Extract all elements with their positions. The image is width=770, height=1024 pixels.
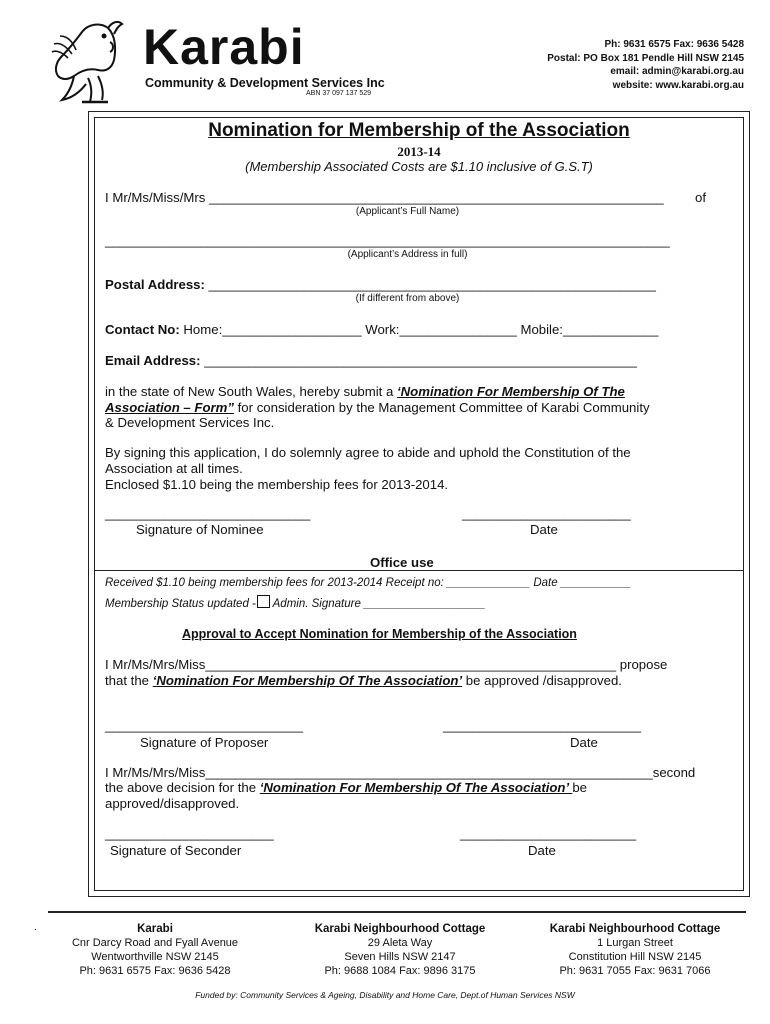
footer-location-constitution-hill [530,922,740,978]
brand-subtitle: Community & Development Services Inc [145,76,385,90]
abn-number: ABN 37 097 137 529 [306,90,371,97]
second-form-name: ‘Nomination For Membership Of The Association’ [259,780,573,795]
second-text-a: the above decision for the [105,780,260,795]
footer-location-title: Karabi Neighbourhood Cottage [549,923,721,935]
signature-seconder-label: Signature of Seconder [110,843,242,858]
postal-address: Postal: PO Box 181 Pendle Hill NSW 2145 [547,52,744,64]
applicant-address-label: (Applicant’s Address in full) [347,249,468,260]
applicant-name-field[interactable]: I Mr/Ms/Miss/Mrs ______________________________________________________________ [105,190,664,205]
office-use-heading: Office use [370,555,434,570]
received-line[interactable]: Received $1.10 being membership fees for 2013-2014 Receipt no: _____________ Date ___________ [105,577,632,589]
agreement-paragraph [105,445,631,493]
propose-form-name: ‘Nomination For Membership Of The Association’ [152,673,463,688]
footer-location-line: Ph: 9688 1084 Fax: 9896 3175 [324,965,476,977]
signature-proposer-label: Signature of Proposer [140,735,269,750]
footer-location-line: 29 Aleta Way [367,937,433,949]
phone-fax: Ph: 9631 6575 Fax: 9636 5428 [604,39,744,50]
submit-text-3: & Development Services Inc. [105,415,275,430]
footer-location-line: Ph: 9631 7055 Fax: 9631 7066 [559,965,711,977]
costs-note: (Membership Associated Costs are $1.10 inclusive of G.S.T) [245,159,593,174]
seconder-line[interactable]: I Mr/Ms/Mrs/Miss_____________________________________________________________second [105,765,696,780]
postal-address-row[interactable] [105,277,656,292]
footer-location-line: Wentworthville NSW 2145 [91,951,219,963]
membership-status-checkbox[interactable] [257,595,270,608]
nominee-date-line[interactable]: _______________________ [462,506,631,521]
agree-line-3: Enclosed $1.10 being the membership fees for 2013-2014. [105,477,449,492]
proposer-signature-line[interactable]: ___________________________ [105,718,304,733]
contact-no-label: Contact No: [105,322,180,337]
header-contact [547,38,744,92]
footer-location-line: Cnr Darcy Road and Fyall Avenue [71,937,239,949]
postal-note: (If different from above) [355,293,460,304]
submission-paragraph [105,384,650,431]
second-sentence [105,780,587,795]
membership-status-row [105,595,486,610]
propose-text-b: be approved /disapproved. [462,673,622,688]
applicant-name-label: (Applicant’s Full Name) [355,206,460,217]
footer-dot: . [34,922,37,933]
admin-signature[interactable]: Admin. Signature ___________________ [269,598,486,610]
propose-text-a: that the [105,673,153,688]
footer-location-wentworthville [60,922,250,978]
brand-name: Karabi [143,19,305,75]
footer-location-line: 1 Lurgan Street [597,937,673,949]
seconder-date-label: Date [528,843,556,858]
seconder-date-line[interactable]: ________________________ [460,826,637,841]
nominee-date-label: Date [530,522,558,537]
propose-sentence [105,673,622,688]
postal-address-field[interactable]: _____________________________________________________________ [208,277,656,292]
nominee-signature-line[interactable]: ____________________________ [105,506,311,521]
footer-location-title: Karabi [137,923,173,935]
submit-text-2: for consideration by the Management Committee of Karabi Community [233,399,650,415]
proposer-line[interactable]: I Mr/Ms/Mrs/Miss________________________________________________________ propose [105,657,668,672]
footer-location-line: Ph: 9631 6575 Fax: 9636 5428 [79,965,231,977]
email-address[interactable]: email: admin@karabi.org.au [610,66,744,77]
approval-heading: Approval to Accept Nomination for Membership of the Association [182,627,577,641]
contact-no-fields[interactable]: Home:___________________ Work:________________ Mobile:_____________ [179,322,659,337]
email-label: Email Address: [105,353,201,368]
submit-form-name-2: Association – Form” [105,399,234,415]
second-text-b: be [572,780,587,795]
cockatoo-icon [48,18,140,108]
submit-text-1: in the state of New South Wales, hereby submit a [105,384,397,399]
form-title: Nomination for Membership of the Association [208,120,630,141]
postal-address-label: Postal Address: [105,277,205,292]
footer-location-line: Constitution Hill NSW 2145 [568,951,702,963]
applicant-address-field[interactable]: _____________________________________________________________________________ [105,233,670,248]
email-row[interactable] [105,353,637,368]
office-divider [95,570,743,571]
agree-line-2: Association at all times. [105,461,243,476]
website[interactable]: website: www.karabi.org.au [612,79,744,91]
form-year: 2013-14 [397,144,441,159]
second-text-c: approved/disapproved. [105,796,240,811]
footer-location-line: Seven Hills NSW 2147 [344,951,456,963]
contact-no-row[interactable] [105,322,658,337]
email-field[interactable]: ___________________________________________________________ [204,353,637,368]
funded-by-note: Funded by: Community Services & Ageing, Disability and Home Care, Dept.of Human Services NSW [195,990,575,1000]
footer-location-seven-hills [300,922,500,978]
agree-line-1: By signing this application, I do solemnly agree to abide and uphold the Constitution of the [105,445,631,460]
applicant-of: of [695,190,706,205]
submit-form-name: ‘Nomination For Membership Of The [396,384,625,399]
proposer-date-line[interactable]: ___________________________ [443,718,642,733]
proposer-date-label: Date [570,735,598,750]
footer-location-title: Karabi Neighbourhood Cottage [314,923,486,935]
footer-divider [48,911,746,913]
seconder-signature-line[interactable]: _______________________ [105,826,274,841]
membership-status-text: Membership Status updated - [105,598,256,610]
signature-nominee-label: Signature of Nominee [136,522,264,537]
